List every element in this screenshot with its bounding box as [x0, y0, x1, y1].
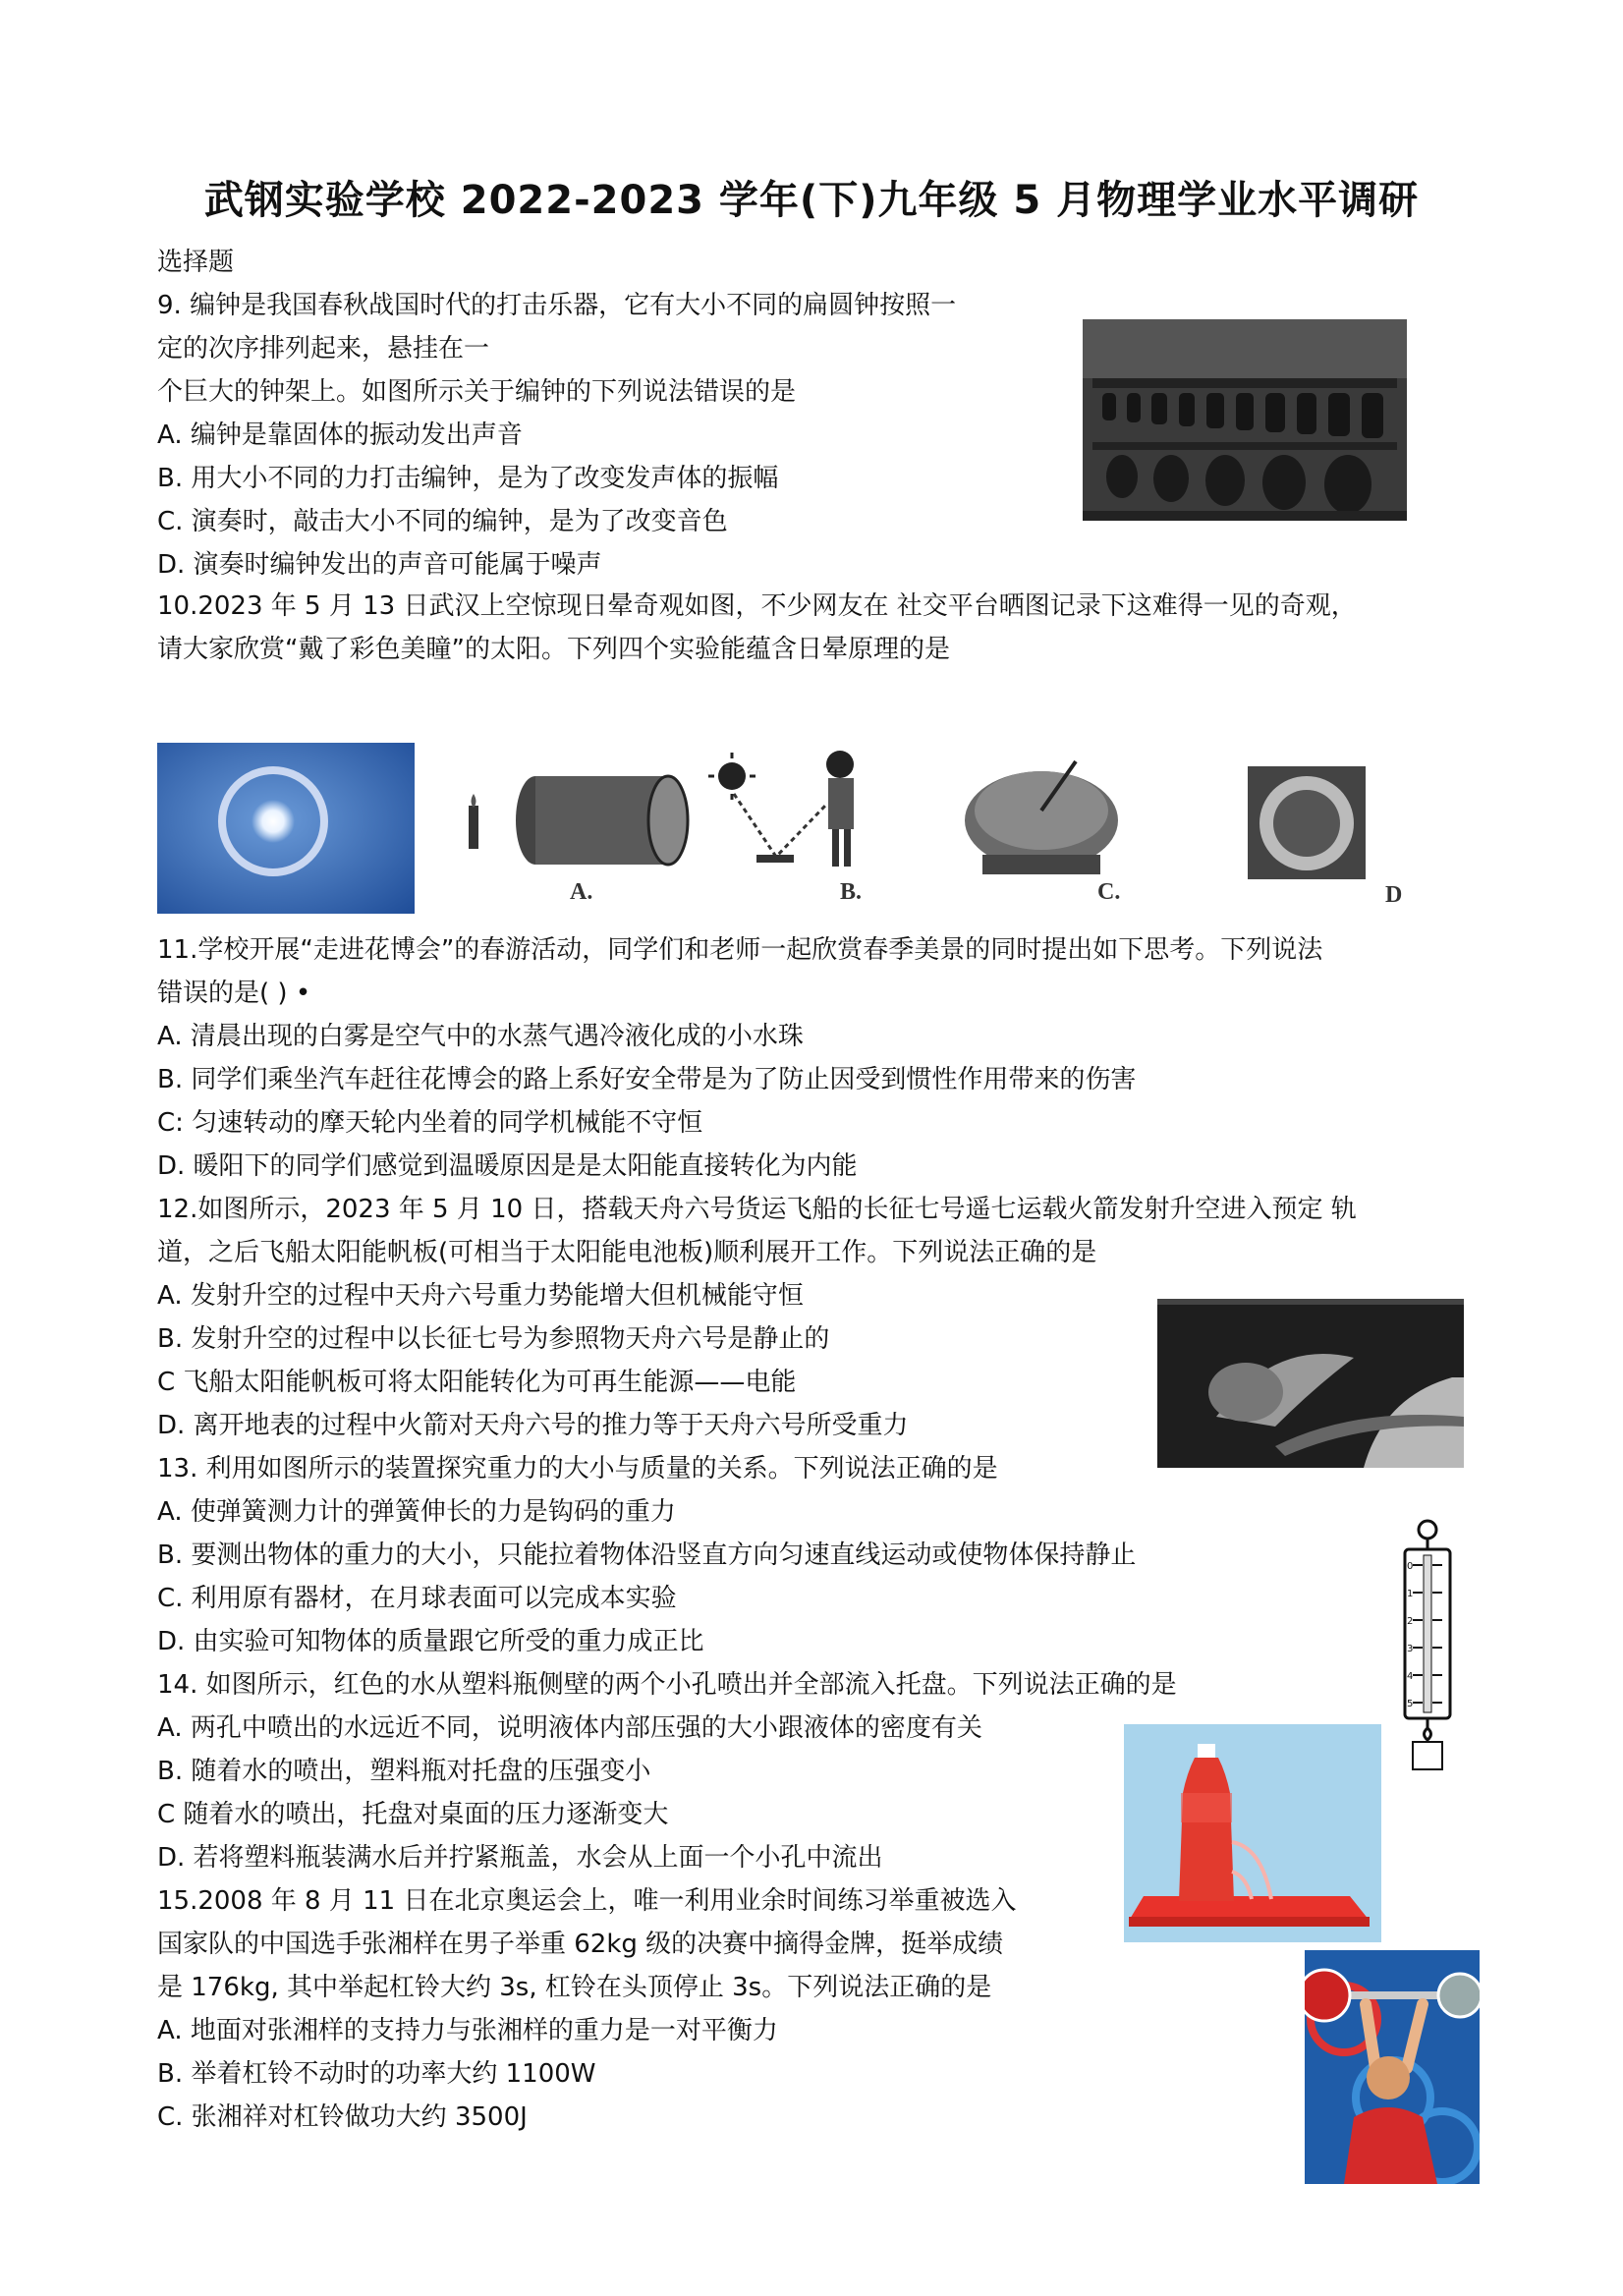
- q13-option-d: D. 由实验可知物体的质量跟它所受的重力成正比: [157, 1627, 704, 1656]
- section-heading: 选择题: [157, 248, 235, 277]
- q11-option-a: A. 清晨出现的白雾是空气中的水蒸气遇冷液化成的小水珠: [157, 1022, 804, 1051]
- q11-option-d: D. 暖阳下的同学们感觉到温暖原因是是太阳能直接转化为内能: [157, 1151, 858, 1181]
- scale-tick-3: 3: [1407, 1644, 1414, 1654]
- q13-option-c: C. 利用原有器材，在月球表面可以完成本实验: [157, 1584, 677, 1613]
- bianzhong-bells-photo: [1083, 319, 1407, 521]
- spring-scale-diagram: [1393, 1518, 1462, 1773]
- q9-option-c: C. 演奏时，敲击大小不同的编钟，是为了改变音色: [157, 507, 728, 536]
- scale-tick-1: 1: [1407, 1589, 1414, 1599]
- scale-tick-0: 0: [1407, 1561, 1414, 1572]
- spacecraft-photo: [1157, 1299, 1464, 1468]
- q14-option-a: A. 两孔中喷出的水远近不同，说明液体内部压强的大小跟液体的密度有关: [157, 1713, 982, 1743]
- q14-option-b: B. 随着水的喷出，塑料瓶对托盘的压强变小: [157, 1757, 651, 1786]
- q11-option-b: B. 同学们乘坐汽车赶往花博会的路上系好安全带是为了防止因受到惯性作用带来的伤害: [157, 1065, 1137, 1094]
- q10-label-c: C.: [1097, 879, 1121, 904]
- weightlifter-photo: [1305, 1950, 1480, 2184]
- q10-label-d: D: [1385, 882, 1403, 904]
- scale-tick-2: 2: [1407, 1616, 1414, 1627]
- q13-option-a: A. 使弹簧测力计的弹簧伸长的力是钩码的重力: [157, 1497, 676, 1527]
- q9-option-a: A. 编钟是靠固体的振动发出声音: [157, 420, 523, 450]
- q12-stem-line-2: 道，之后飞船太阳能帆板(可相当于太阳能电池板)顺利展开工作。下列说法正确的是: [157, 1238, 1097, 1267]
- scale-tick-5: 5: [1407, 1699, 1414, 1709]
- q15-stem-line-2: 国家队的中国选手张湘样在男子举重 62kg 级的决赛中摘得金牌，挺举成绩: [157, 1930, 1004, 1959]
- q12-option-d: D. 离开地表的过程中火箭对天舟六号的推力等于天舟六号所受重力: [157, 1411, 909, 1440]
- q15-stem-line-3: 是 176kg, 其中举起杠铃大约 3s, 杠铃在头顶停止 3s。下列说法正确的是: [157, 1973, 992, 2002]
- page-title: 武钢实验学校 2022-2023 学年(下)九年级 5 月物理学业水平调研: [203, 178, 1420, 223]
- q10-stem-line-2: 请大家欣赏“戴了彩色美瞳”的太阳。下列四个实验能蕴含日晕原理的是: [157, 635, 950, 664]
- q9-stem-line-2: 定的次序排列起来，悬挂在一: [157, 334, 490, 364]
- water-bottle-photo: [1124, 1724, 1381, 1942]
- q15-option-a: A. 地面对张湘样的支持力与张湘样的重力是一对平衡力: [157, 2016, 778, 2045]
- q12-stem-line-1: 12.如图所示，2023 年 5 月 10 日，搭载天舟六号货运飞船的长征七号遥七运载火箭发射升空进入预定 轨: [157, 1195, 1357, 1224]
- scale-tick-4: 4: [1407, 1671, 1414, 1682]
- q15-option-c: C. 张湘祥对杠铃做功大约 3500J: [157, 2102, 528, 2132]
- q10-label-b: B.: [840, 879, 863, 904]
- q13-option-b: B. 要测出物体的重力的大小，只能拉着物体沿竖直方向匀速直线运动或使物体保持静止: [157, 1540, 1137, 1570]
- sun-halo-photo: [157, 743, 415, 914]
- q9-stem-line-1: 9. 编钟是我国春秋战国时代的打击乐器，它有大小不同的扁圆钟按照一: [157, 291, 957, 320]
- q14-option-c: C 随着水的喷出，托盘对桌面的压力逐渐变大: [157, 1800, 669, 1829]
- q11-option-c: C: 匀速转动的摩天轮内坐着的同学机械能不守恒: [157, 1108, 703, 1138]
- q10-stem-line-1: 10.2023 年 5 月 13 日武汉上空惊现日晕奇观如图，不少网友在 社交平台晒图记录下这难得一见的奇观，: [157, 591, 1357, 621]
- q13-stem-line-1: 13. 利用如图所示的装置探究重力的大小与质量的关系。下列说法正确的是: [157, 1454, 998, 1484]
- q9-option-b: B. 用大小不同的力打击编钟，是为了改变发声体的振幅: [157, 464, 779, 493]
- q15-option-b: B. 举着杠铃不动时的功率大约 1100W: [157, 2059, 596, 2089]
- q14-option-d: D. 若将塑料瓶装满水后并拧紧瓶盖，水会从上面一个小孔中流出: [157, 1843, 883, 1873]
- q12-option-b: B. 发射升空的过程中以长征七号为参照物天舟六号是静止的: [157, 1324, 830, 1354]
- q12-option-c: C 飞船太阳能帆板可将太阳能转化为可再生能源——电能: [157, 1368, 797, 1397]
- q11-stem-line-2: 错误的是( ) •: [157, 979, 311, 1008]
- q9-option-d: D. 演奏时编钟发出的声音可能属于噪声: [157, 550, 602, 580]
- q14-stem-line-1: 14. 如图所示，红色的水从塑料瓶侧壁的两个小孔喷出并全部流入托盘。下列说法正确的是: [157, 1670, 1177, 1700]
- halo-experiments-figure: [447, 707, 1429, 904]
- q12-option-a: A. 发射升空的过程中天舟六号重力势能增大但机械能守恒: [157, 1281, 804, 1311]
- q10-label-a: A.: [570, 879, 593, 904]
- q15-stem-line-1: 15.2008 年 8 月 11 日在北京奥运会上，唯一利用业余时间练习举重被选入: [157, 1886, 1017, 1916]
- q11-stem-line-1: 11.学校开展“走进花博会”的春游活动，同学们和老师一起欣赏春季美景的同时提出如下思考。下列说法: [157, 935, 1323, 965]
- q9-stem-line-3: 个巨大的钟架上。如图所示关于编钟的下列说法错误的是: [157, 377, 797, 407]
